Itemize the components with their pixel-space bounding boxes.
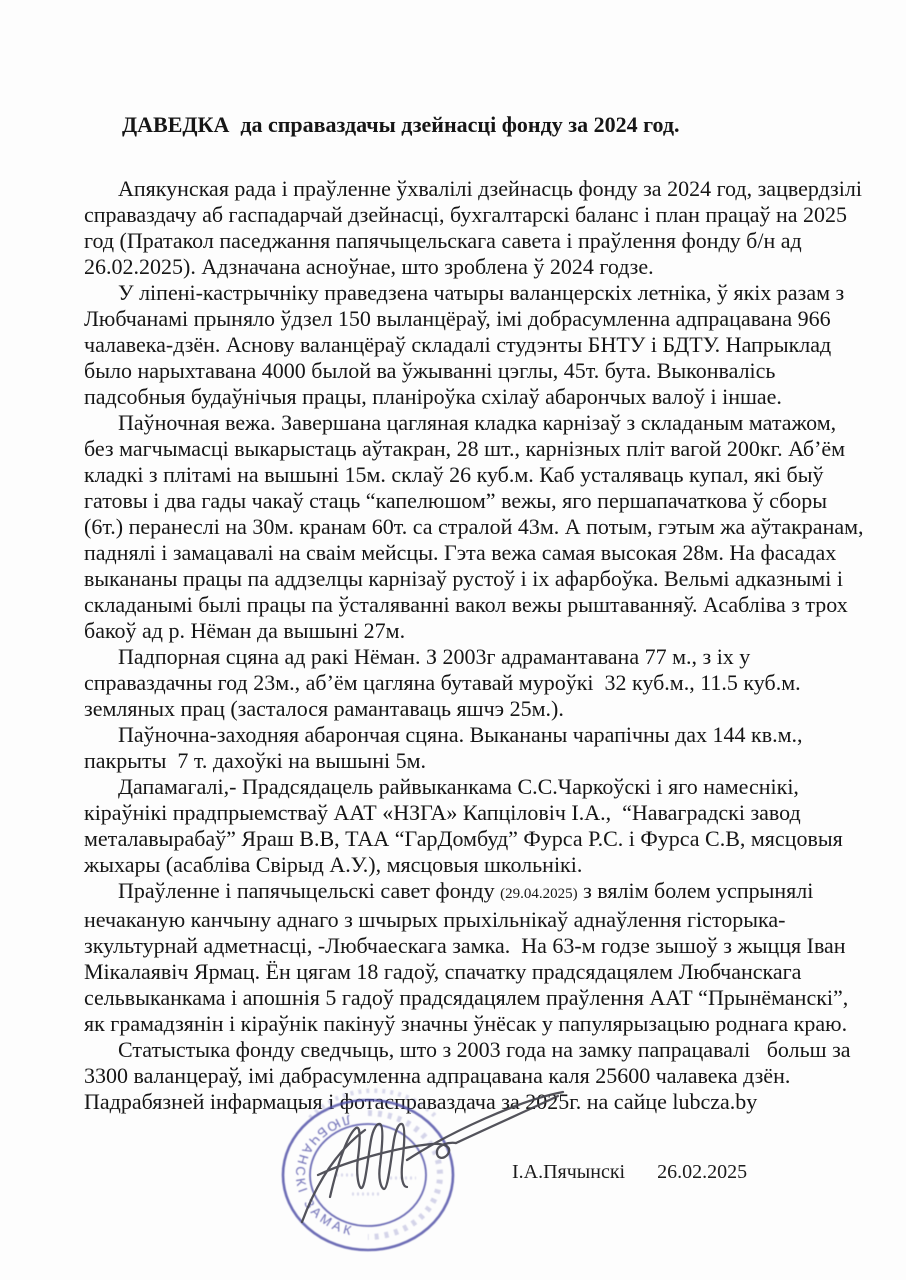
document-title: ДАВЕДКА да справаздачы дзейнасці фонду за 2024 год. <box>122 112 680 137</box>
official-stamp-icon <box>283 1091 453 1250</box>
signature-date: 26.02.2025 <box>657 1161 748 1183</box>
stamp-ring-text: ЛЮБЧАНСКІ ЗАМАК <box>292 1112 357 1239</box>
obituary-text-after: з вялім болем успрынялі нечаканую канчыну аднаго з шчырых прыхільнікаў аднаўлення гісторыка-зкультурнай адметнасці, -Любчаескага замка. На 63-м годзе зышоў з жыцця Іван Мікалаявіч Ярмац. Ён цягам 18 гадоў, спачатку прадсядацялем Любчанскага сельвыканкама і апошнія 5 гадоў прадсядацялем праўлення ААТ “Прынёманскі”, як грамадзянін і кіраўнік пакінуў значны ўнёсак у папулярызацыю роднага краю. <box>84 878 854 1036</box>
inline-small-date: (29.04.2025) <box>500 886 578 902</box>
paragraph-obituary <box>84 878 864 1037</box>
paragraph-statistics: Статыстыка фонду сведчыць, што з 2003 года на замку папрацавалі больш за 3300 валанцераў, імі дабрасумленна адпрацавана каля 25600 чалавека дзён. Падрабязней інфармацыя і фотасправаздача за 2025г. на сайце lubcza.by <box>84 1037 857 1114</box>
paragraph-retaining-wall: Падпорная сцяна ад ракі Нёман. З 2003г адрамантавана 77 м., з іх у справаздачны год 23м., аб’ём цагляна бутавай муроўкі 32 куб.м., 11.5 куб.м. земляных прац (засталося рамантаваць яшчэ 25м.). <box>84 644 807 721</box>
paragraph-north-tower: Паўночная вежа. Завершана цагляная кладка карнізаў з складаным матажом, без магчымасці выкарыстаць аўтакран, 28 шт., карнізных пліт вагой 200кг. Аб’ём кладкі з плітамі на вышыні 15м. склаў 26 куб.м. Каб усталяваць купал, які быў гатовы і два гады чакаў стаць “капелюшом” вежы, яго першапачаткова ў сборы (6т.) перанеслі на 30м. кранам 60т. са стралой 43м. А потым, гэтым жа аўтакранам, паднялі і замацавалі на сваім мейсцы. Гэта вежа самая высокая 28м. На фасадах выкананы працы па аддзелцы карнізаў рустоў і іх афарбоўка. Вельмі адказнымі і складанымі былі працы па ўсталяванні вакол вежы рыштаванняў. Асабліва з трох бакоў ад р. Нёман да вышыні 27м. <box>84 410 870 643</box>
paragraph-approval: Апякунская рада і праўленне ўхвалілі дзейнасць фонду за 2024 год, зацвердзілі справаздачу аб гаспадарчай дзейнасці, бухгалтарскі баланс і план працаў на 2025 год (Пратакол паседжання папячыцельскага савета і праўлення фонду б/н ад 26.02.2025). Адзначана асноўнае, што зроблена ў 2024 годзе. <box>84 176 868 279</box>
signature-line <box>492 1138 747 1207</box>
signatory-name: І.А.Пячынскі <box>512 1161 626 1183</box>
document-body <box>84 112 870 1115</box>
paragraph-helpers: Дапамагалі,- Прадсядацель райвыканкама С.С.Чаркоўскі і яго намеснікі, кіраўнікі прадпрыемстваў ААТ «НЗГА» Капціловіч І.А., “Наваградскі завод металавырабаў” Яраш В.В, ТАА “ГарДомбуд” Фурса Р.С. і Фурса С.В, мясцовыя жыхары (асабліва Свірыд А.У.), мясцовыя школьнікі. <box>84 774 849 877</box>
obituary-text-before: Праўленне і папячыцельскі савет фонду <box>118 878 501 903</box>
paragraph-volunteers: У ліпені-кастрычніку праведзена чатыры валанцерскіх летніка, ў якіх разам з Любчанамі прыняло ўдзел 150 выланцёраў, імі добрасумленна адпрацавана 966 чалавека-дзён. Аснову валанцёраў складалі студэнты БНТУ і БДТУ. Напрыклад было нарыхтавана 4000 былой ва ўжыванні цэглы, 45т. бута. Выконвалісь падсобныя будаўнічыя працы, планіроўка схілаў абарончых валоў і іншае. <box>84 280 850 409</box>
paragraph-northwest-wall: Паўночна-заходняя абарончая сцяна. Выкананы чарапічны дах 144 кв.м., пакрыты 7 т. дахоўкі на вышыні 5м. <box>84 722 809 773</box>
